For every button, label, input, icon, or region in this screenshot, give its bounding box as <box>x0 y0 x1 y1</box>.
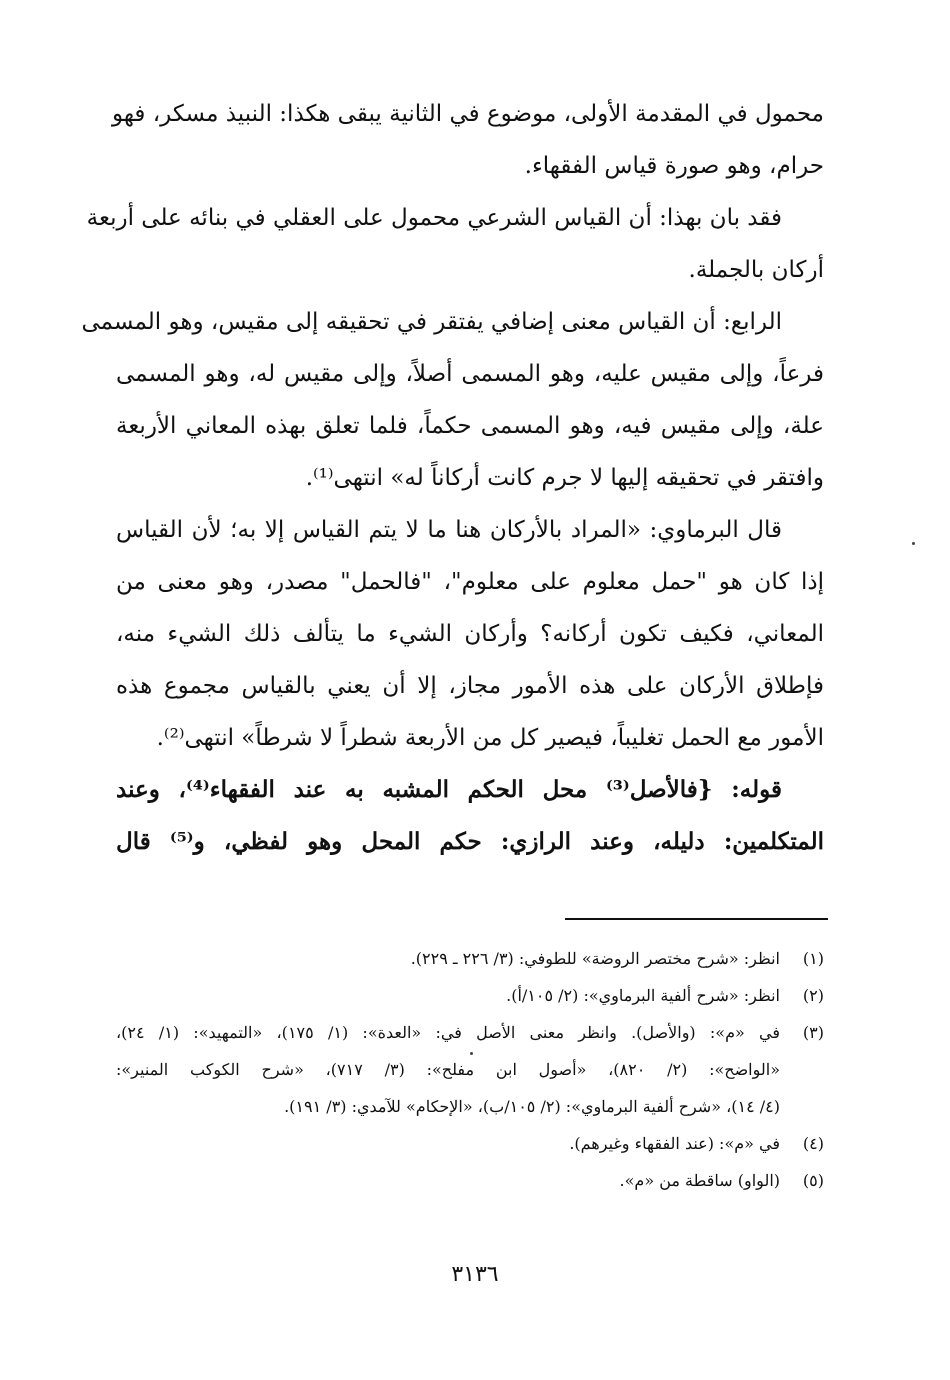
footnote-number: (٥) <box>802 1171 824 1190</box>
footnote-5 <box>116 1162 824 1199</box>
footnote-text: (٤/ ١٤)، «شرح ألفية البرماوي»: (٢/ ١٠٥/ب)، «الإحكام» للآمدي: (٣/ ١٩١). <box>284 1097 780 1116</box>
text-line: المتكلمين: دليله، وعند الرازي: حكم المحل وهو لفظي، و⁽⁵⁾ قال <box>116 828 824 855</box>
text-line: الرابع: أن القياس معنى إضافي يفتقر في تحقيقه إلى مقيس، وهو المسمى <box>81 309 782 335</box>
footnote-number: (١) <box>802 949 824 968</box>
footnote-number: (٤) <box>802 1134 824 1153</box>
footnotes <box>116 940 824 1199</box>
footnote-text: في «م»: (عند الفقهاء وغيرهم). <box>569 1134 780 1153</box>
text-line: أركان بالجملة. <box>688 257 824 283</box>
main-text <box>81 88 824 868</box>
text-line: محمول في المقدمة الأولى، موضوع في الثانية يبقى هكذا: النبيذ مسكر، فهو <box>111 101 824 127</box>
footnote-text: (الواو) ساقطة من «م». <box>619 1171 780 1190</box>
text-line: قال البرماوي: «المراد بالأركان هنا ما لا يتم القياس إلا به؛ لأن القياس <box>116 517 782 543</box>
text-line: الأمور مع الحمل تغليباً، فيصير كل من الأربعة شطراً لا شرطاً» انتهى⁽²⁾. <box>156 725 824 751</box>
footnote-text: «الواضح»: (٢/ ٨٢٠)، «أصول ابن مفلح»: (٣/ ٧١٧)، «شرح الكوكب المنير»: <box>116 1060 780 1079</box>
footnote-number: (٣) <box>802 1023 824 1042</box>
text-line: حرام، وهو صورة قياس الفقهاء. <box>524 153 824 179</box>
text-line: فرعاً، وإلى مقيس عليه، وهو المسمى أصلاً، وإلى مقيس له، وهو المسمى <box>116 361 824 387</box>
text-line: المعاني، فكيف تكون أركانه؟ وأركان الشيء ما يتألف ذلك الشيء منه، <box>116 621 824 647</box>
text-line: فقد بان بهذا: أن القياس الشرعي محمول على العقلي في بنائه على أربعة <box>86 205 782 231</box>
footnote-number: (٢) <box>802 986 824 1005</box>
text-line: وافتقر في تحقيقه إليها لا جرم كانت أركاناً له» انتهى⁽¹⁾. <box>305 465 824 491</box>
scan-speck <box>912 542 915 545</box>
text-line: علة، وإلى مقيس فيه، وهو المسمى حكماً، فلما تعلق بهذه المعاني الأربعة <box>116 413 824 439</box>
page-number: ٣١٣٦ <box>451 1262 499 1287</box>
footnote-2 <box>116 977 824 1014</box>
text-line: فإطلاق الأركان على هذه الأمور مجاز، إلا أن يعني بالقياس مجموع هذه <box>116 673 824 699</box>
footnote-text: انظر: «شرح مختصر الروضة» للطوفي: (٣/ ٢٢٦ ـ ٢٢٩). <box>410 949 780 968</box>
footnote-text: انظر: «شرح ألفية البرماوي»: (٢/ ١٠٥/أ). <box>506 986 780 1005</box>
footnote-1 <box>116 940 824 977</box>
text-line: قوله: {فالأصل⁽³⁾ محل الحكم المشبه به عند الفقهاء⁽⁴⁾، وعند <box>116 776 783 803</box>
footnote-4 <box>116 1125 824 1162</box>
scan-speck <box>470 1052 473 1055</box>
footnote-3 <box>116 1014 824 1125</box>
text-line: إذا كان هو "حمل معلوم على معلوم"، "فالحمل" مصدر، وهو معنى من <box>116 569 824 595</box>
footnote-separator <box>565 918 828 920</box>
footnote-text: في «م»: (والأصل). وانظر معنى الأصل في: «العدة»: (١/ ١٧٥)، «التمهيد»: (١/ ٢٤)، <box>116 1023 781 1042</box>
